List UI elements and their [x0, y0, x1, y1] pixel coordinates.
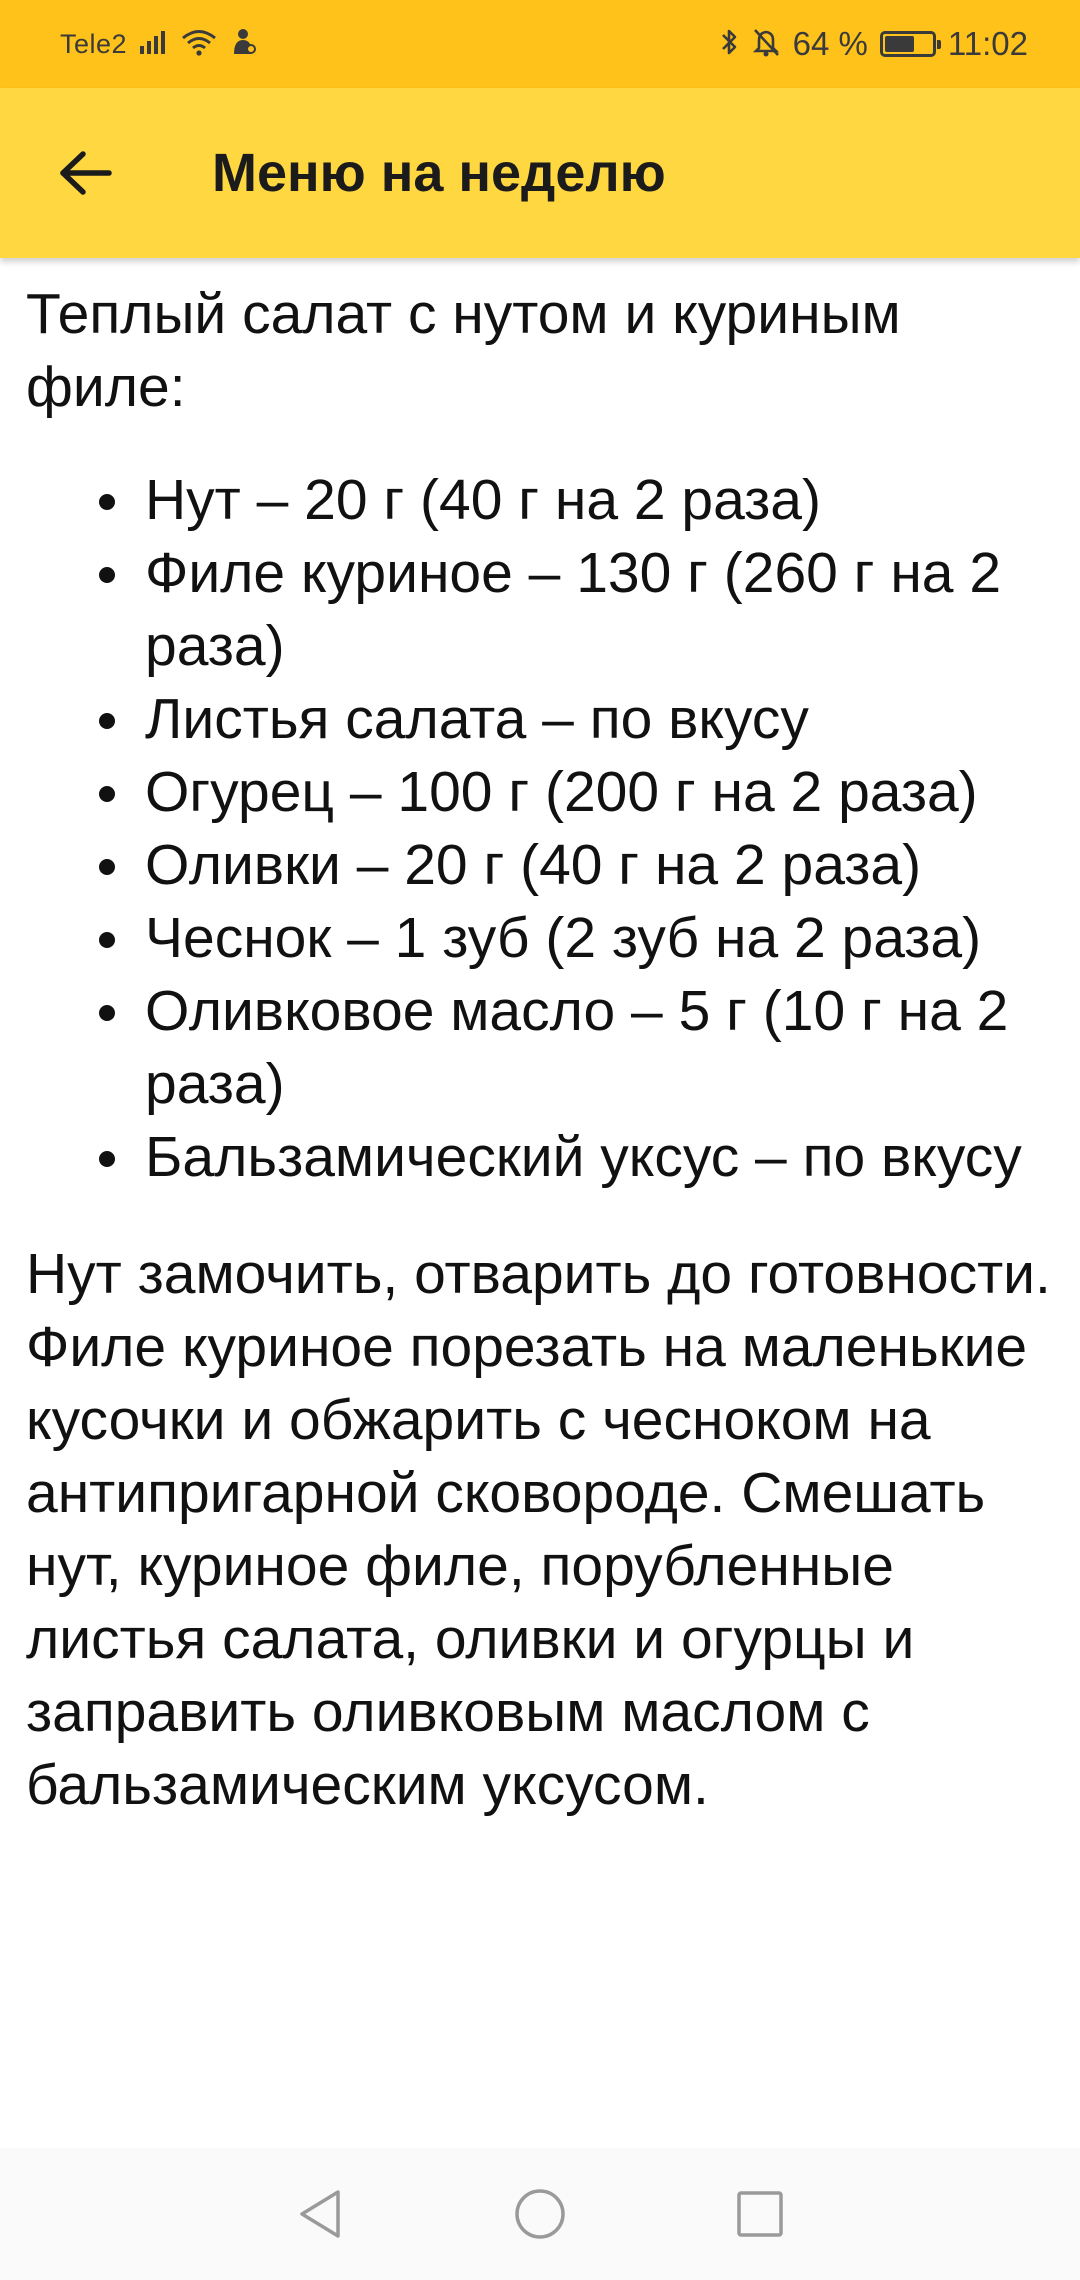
carrier-name: Tele2	[60, 28, 128, 59]
nav-back-button[interactable]	[285, 2179, 355, 2249]
recipe-content[interactable]	[0, 258, 1080, 2148]
ingredient-item: Оливки – 20 г (40 г на 2 раза)	[145, 829, 1054, 902]
page-title: Меню на неделю	[212, 143, 666, 203]
recipe-instructions: Нут замочить, отварить до готовности. Филе куриное порезать на маленькие кусочки и обжарить с чесноком на антипригарной сковороде. Смешать нут, куриное филе, порубленные листья салата, оливки и огурцы и заправить оливковым маслом с бальзамическим уксусом.	[26, 1242, 1051, 1817]
nav-home-icon	[512, 2186, 568, 2242]
nav-home-button[interactable]	[505, 2179, 575, 2249]
battery-level	[885, 36, 914, 52]
app-notification-icon	[229, 27, 257, 62]
ingredient-item: Нут – 20 г (40 г на 2 раза)	[145, 464, 1054, 537]
ingredient-item: Филе куриное – 130 г (260 г на 2 раза)	[145, 537, 1054, 683]
app-toolbar	[0, 88, 1080, 258]
arrow-back-icon	[57, 149, 113, 197]
clock: 11:02	[947, 25, 1028, 62]
system-nav-bar	[0, 2148, 1080, 2280]
signal-icon	[139, 29, 169, 60]
battery-icon	[880, 31, 936, 57]
recipe-title: Теплый салат с нутом и куриным филе:	[26, 282, 901, 419]
nav-back-icon	[294, 2186, 346, 2242]
status-left	[60, 27, 257, 62]
ingredient-item: Чеснок – 1 зуб (2 зуб на 2 раза)	[145, 902, 1054, 975]
nav-recents-icon	[734, 2188, 786, 2240]
bluetooth-icon	[719, 26, 739, 63]
status-bar	[0, 0, 1080, 88]
ingredients-list	[26, 464, 1054, 1194]
back-button[interactable]	[40, 128, 130, 218]
ingredient-item: Оливковое масло – 5 г (10 г на 2 раза)	[145, 975, 1054, 1121]
wifi-icon	[181, 28, 217, 61]
ingredient-item: Листья салата – по вкусу	[145, 683, 1054, 756]
nav-recents-button[interactable]	[725, 2179, 795, 2249]
battery-percent: 64 %	[792, 25, 868, 62]
status-right	[719, 25, 1028, 63]
mute-bell-icon	[751, 26, 781, 63]
ingredient-item: Бальзамический уксус – по вкусу	[145, 1121, 1054, 1194]
ingredient-item: Огурец – 100 г (200 г на 2 раза)	[145, 756, 1054, 829]
